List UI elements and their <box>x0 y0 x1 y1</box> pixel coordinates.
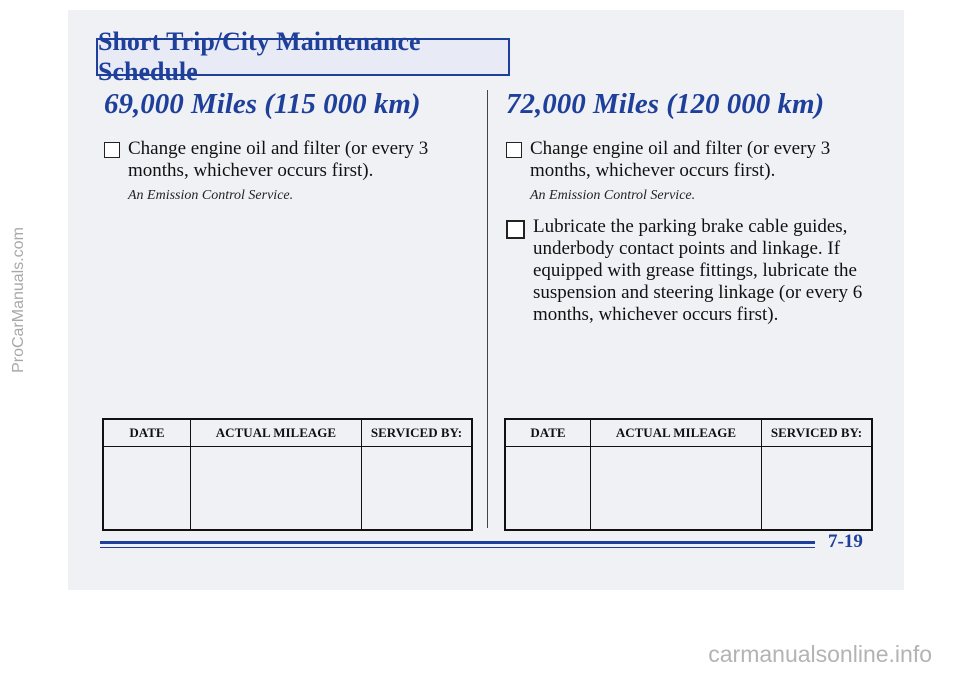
right-item-lubricate-text: Lubricate the parking brake cable guides, underbody contact points and linkage. If equipped with grease fittings, lubricate the suspension and steering linkage (or every 6 months, whichever occurs first). <box>533 216 863 325</box>
log-header-date: DATE <box>103 419 190 447</box>
log-cell-date[interactable] <box>505 447 591 531</box>
section-header-title: Short Trip/City Maintenance Schedule <box>98 27 421 86</box>
bottom-watermark: carmanualsonline.info <box>708 641 932 667</box>
log-header-serviced-by: SERVICED BY: <box>761 419 872 447</box>
right-service-log-table <box>504 418 873 531</box>
checkbox-icon[interactable] <box>104 142 120 158</box>
left-item-oil-text: Change engine oil and filter (or every 3 months, whichever occurs first). <box>128 138 429 181</box>
column-divider <box>487 90 488 528</box>
right-item-lubricate <box>506 216 876 326</box>
log-header-mileage: ACTUAL MILEAGE <box>190 419 361 447</box>
log-cell-serviced-by[interactable] <box>361 447 472 531</box>
right-item-oil-note: An Emission Control Service. <box>530 188 696 203</box>
section-header <box>96 27 510 86</box>
left-item-oil <box>104 138 474 182</box>
log-header-serviced-by: SERVICED BY: <box>361 419 472 447</box>
footer-rule-thin <box>100 547 815 548</box>
right-item-oil <box>506 138 876 182</box>
log-header-mileage: ACTUAL MILEAGE <box>591 419 762 447</box>
right-column <box>506 84 876 332</box>
left-service-log-table <box>102 418 473 531</box>
log-cell-date[interactable] <box>103 447 190 531</box>
log-cell-mileage[interactable] <box>190 447 361 531</box>
right-mileage-heading: 72,000 Miles (120 000 km) <box>506 88 825 120</box>
left-mileage-heading: 69,000 Miles (115 000 km) <box>104 88 421 120</box>
left-column <box>104 84 474 216</box>
log-cell-mileage[interactable] <box>591 447 762 531</box>
side-watermark <box>4 150 34 450</box>
right-item-oil-text: Change engine oil and filter (or every 3 months, whichever occurs first). <box>530 138 831 181</box>
footer-rule-thick <box>100 541 815 544</box>
page-number: 7-19 <box>828 531 863 552</box>
log-cell-serviced-by[interactable] <box>761 447 872 531</box>
side-watermark-text: ProCarManuals.com <box>10 227 28 373</box>
left-item-oil-note: An Emission Control Service. <box>128 188 294 203</box>
log-header-date: DATE <box>505 419 591 447</box>
checkbox-icon[interactable] <box>506 142 522 158</box>
checkbox-icon[interactable] <box>506 220 525 239</box>
